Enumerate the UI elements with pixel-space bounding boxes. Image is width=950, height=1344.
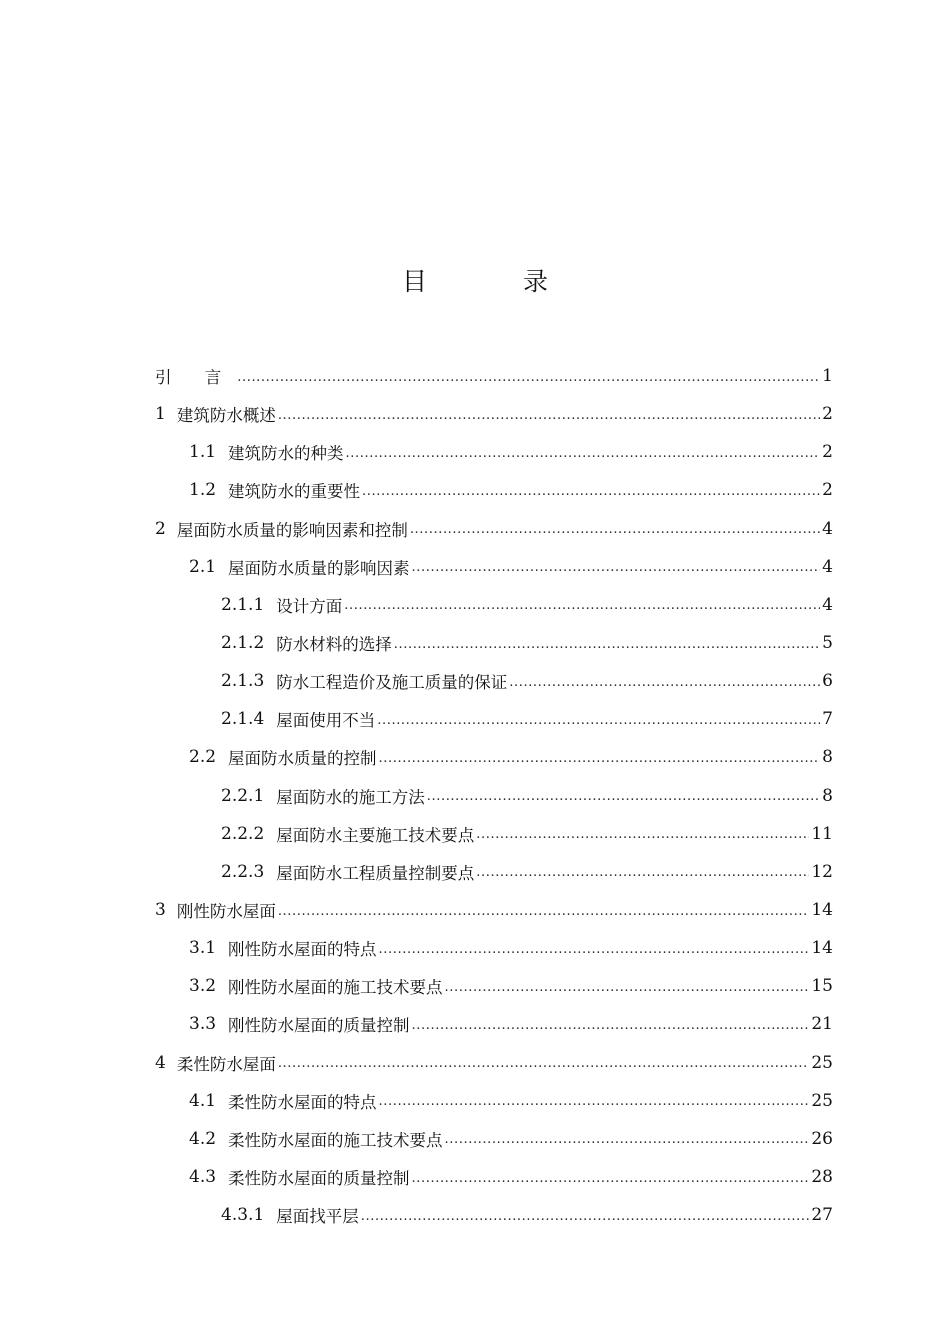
dot-leader — [476, 827, 809, 842]
toc-entry-number: 2 — [155, 518, 166, 539]
toc-entry-page-number: 25 — [811, 1090, 833, 1111]
toc-entry[interactable] — [0, 967, 950, 1005]
toc-entry-label: 刚性防水屋面的施工技术要点 — [228, 978, 443, 998]
toc-entry-page-number: 28 — [811, 1167, 833, 1188]
dot-leader — [412, 1018, 810, 1033]
toc-title: 目 录 — [402, 267, 592, 296]
toc-entry-number: 2.1.1 — [221, 594, 265, 615]
toc-entry-label: 刚性防水屋面的特点 — [228, 940, 377, 960]
dot-leader — [278, 408, 820, 423]
toc-entry-label: 刚性防水屋面的质量控制 — [228, 1016, 410, 1036]
toc-entry-page-number: 15 — [811, 976, 833, 997]
toc-entry-label: 建筑防水的种类 — [228, 444, 344, 464]
toc-entry-label: 屋面防水质量的影响因素 — [228, 558, 410, 578]
toc-entry[interactable] — [0, 662, 950, 700]
dot-leader — [377, 713, 820, 728]
toc-entry-page-number: 11 — [811, 823, 833, 844]
dot-leader — [394, 637, 820, 652]
toc-entry[interactable] — [0, 471, 950, 509]
toc-entry-label: 屋面使用不当 — [276, 711, 376, 731]
toc-entry[interactable] — [0, 738, 950, 776]
toc-entry[interactable] — [0, 700, 950, 738]
toc-entry-label: 柔性防水屋面 — [176, 1054, 276, 1074]
toc-entry-number: 1.1 — [189, 442, 217, 463]
toc-entry[interactable] — [0, 777, 950, 815]
toc-entry-label: 建筑防水的重要性 — [228, 482, 361, 502]
toc-entry-page-number: 2 — [822, 404, 833, 425]
toc-entry[interactable] — [0, 1044, 950, 1082]
toc-list — [0, 357, 950, 1234]
toc-entry[interactable] — [0, 510, 950, 548]
toc-entry-number: 4.1 — [189, 1090, 217, 1111]
toc-entry-page-number: 25 — [811, 1052, 833, 1073]
toc-entry-page-number: 26 — [811, 1128, 833, 1149]
dot-leader — [445, 1132, 810, 1147]
toc-entry-number: 4 — [155, 1052, 166, 1073]
toc-entry-page-number: 27 — [811, 1205, 833, 1226]
toc-entry-page-number: 2 — [822, 480, 833, 501]
toc-entry-label: 屋面防水主要施工技术要点 — [276, 825, 475, 845]
dot-leader — [412, 1171, 810, 1186]
toc-entry-label: 柔性防水屋面的质量控制 — [228, 1169, 410, 1189]
toc-entry-page-number: 14 — [811, 900, 833, 921]
toc-entry-number: 3.2 — [189, 976, 217, 997]
dot-leader — [476, 865, 809, 880]
toc-entry-number: 2.1.3 — [221, 671, 265, 692]
dot-leader — [412, 560, 821, 575]
toc-entry-page-number: 2 — [822, 442, 833, 463]
toc-entry-page-number: 12 — [811, 861, 833, 882]
toc-entry-number: 4.2 — [189, 1128, 217, 1149]
dot-leader — [346, 446, 821, 461]
dot-leader — [278, 1056, 810, 1071]
toc-entry-page-number: 8 — [822, 785, 833, 806]
toc-entry-label: 刚性防水屋面 — [176, 902, 276, 922]
dot-leader — [410, 522, 820, 537]
toc-entry-label: 屋面防水质量的控制 — [228, 749, 377, 769]
dot-leader — [278, 904, 810, 919]
toc-entry-label: 引 言 — [155, 368, 236, 388]
dot-leader — [237, 370, 820, 385]
toc-entry-label: 设计方面 — [276, 596, 343, 616]
toc-entry[interactable] — [0, 853, 950, 891]
toc-entry[interactable] — [0, 1158, 950, 1196]
toc-entry-number: 2.1.4 — [221, 709, 265, 730]
toc-entry[interactable] — [0, 1005, 950, 1043]
toc-entry-number: 4.3.1 — [221, 1205, 265, 1226]
toc-entry-number: 3.1 — [189, 938, 217, 959]
toc-entry[interactable] — [0, 929, 950, 967]
toc-entry-label: 屋面找平层 — [276, 1207, 359, 1227]
toc-entry-number: 1.2 — [189, 480, 217, 501]
toc-entry-number: 2.1 — [189, 556, 217, 577]
toc-entry-label: 建筑防水概述 — [176, 406, 276, 426]
toc-entry-number: 2.2.3 — [221, 861, 265, 882]
dot-leader — [362, 484, 820, 499]
toc-entry[interactable] — [0, 891, 950, 929]
dot-leader — [379, 1094, 810, 1109]
toc-entry[interactable] — [0, 1120, 950, 1158]
toc-entry[interactable] — [0, 357, 950, 395]
toc-entry-number: 3.3 — [189, 1014, 217, 1035]
toc-entry-number: 3 — [155, 900, 166, 921]
toc-entry[interactable] — [0, 1082, 950, 1120]
toc-entry-page-number: 14 — [811, 938, 833, 959]
toc-entry-label: 防水工程造价及施工质量的保证 — [276, 673, 508, 693]
toc-entry[interactable] — [0, 586, 950, 624]
dot-leader — [379, 942, 810, 957]
toc-entry-page-number: 1 — [822, 366, 833, 387]
toc-entry-label: 屋面防水质量的影响因素和控制 — [176, 520, 408, 540]
toc-entry-page-number: 6 — [822, 671, 833, 692]
toc-entry-label: 柔性防水屋面的特点 — [228, 1092, 377, 1112]
toc-entry-number: 4.3 — [189, 1167, 217, 1188]
toc-entry-label: 防水材料的选择 — [276, 635, 392, 655]
toc-entry[interactable] — [0, 395, 950, 433]
toc-entry-number: 2.2.2 — [221, 823, 265, 844]
toc-entry-number: 1 — [155, 404, 166, 425]
dot-leader — [361, 1209, 810, 1224]
dot-leader — [344, 598, 820, 613]
toc-entry-page-number: 5 — [822, 633, 833, 654]
toc-entry-label: 柔性防水屋面的施工技术要点 — [228, 1130, 443, 1150]
toc-entry[interactable] — [0, 815, 950, 853]
toc-entry[interactable] — [0, 624, 950, 662]
dot-leader — [379, 751, 821, 766]
toc-entry-number: 2.2 — [189, 747, 217, 768]
dot-leader — [509, 675, 820, 690]
dot-leader — [445, 980, 810, 995]
toc-entry[interactable] — [0, 1196, 950, 1234]
toc-entry-number: 2.2.1 — [221, 785, 265, 806]
toc-entry-page-number: 8 — [822, 747, 833, 768]
toc-entry-page-number: 21 — [811, 1014, 833, 1035]
toc-entry-label: 屋面防水工程质量控制要点 — [276, 863, 475, 883]
toc-entry[interactable] — [0, 433, 950, 471]
toc-entry-page-number: 4 — [822, 518, 833, 539]
dot-leader — [427, 789, 820, 804]
toc-entry-page-number: 7 — [822, 709, 833, 730]
toc-entry-page-number: 4 — [822, 594, 833, 615]
toc-entry-label: 屋面防水的施工方法 — [276, 787, 425, 807]
toc-entry-page-number: 4 — [822, 556, 833, 577]
toc-entry[interactable] — [0, 548, 950, 586]
toc-entry-number: 2.1.2 — [221, 633, 265, 654]
